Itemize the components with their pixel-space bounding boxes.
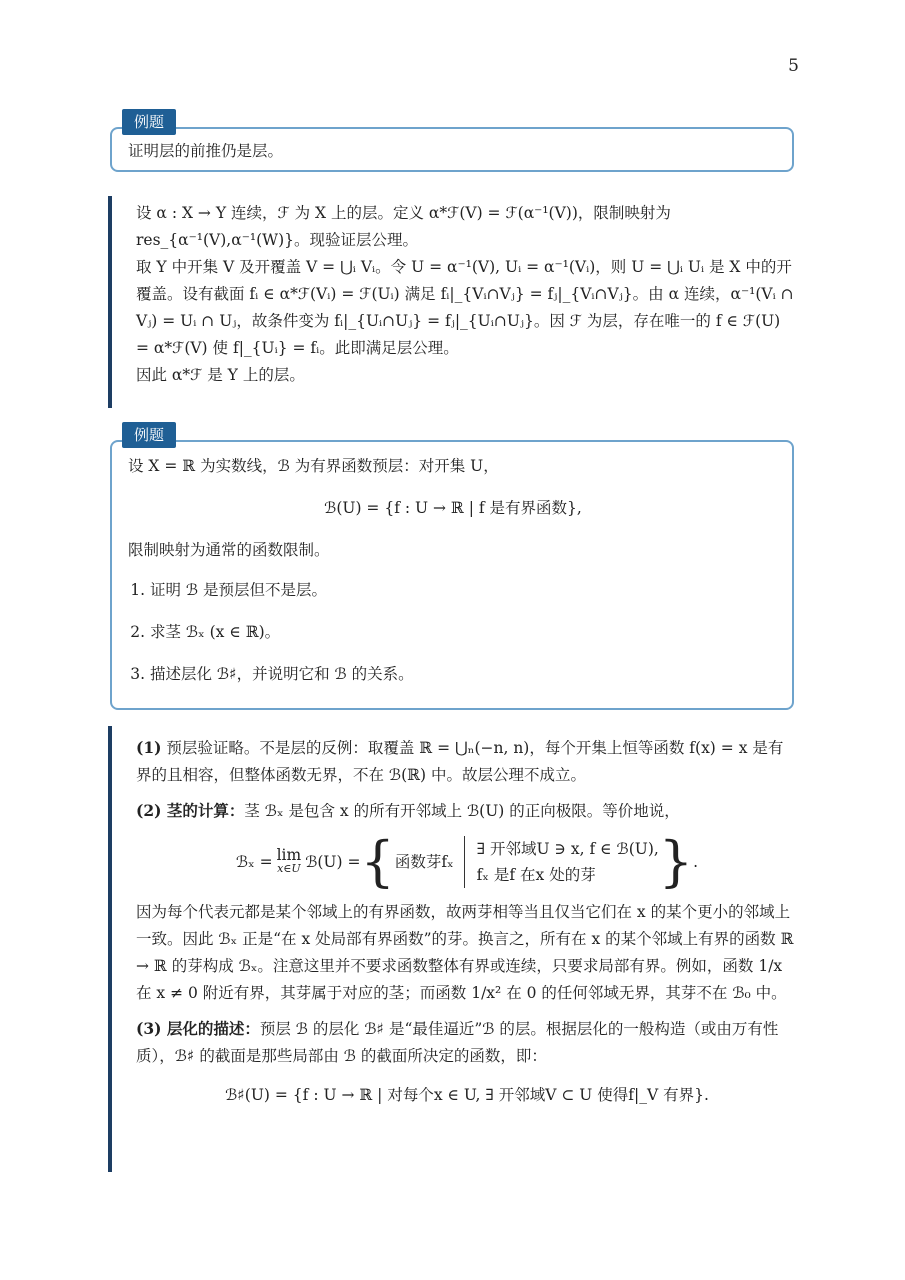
sheafification-display: ℬ♯(U) = {f : U → ℝ | 对每个x ∈ U, ∃ 开邻域V ⊂ U 使得f|_V 有界}. xyxy=(225,1086,709,1104)
part-1-text: 预层验证略。不是层的反例：取覆盖 ℝ = ⋃ₙ(−n, n)，每个开集上恒等函数 f(x) = x 是有界的且相容，但整体函数无界，不在 ℬ(ℝ) 中。故层公理不成立。 xyxy=(136,739,784,784)
part-3-text: 预层 ℬ 的层化 ℬ♯ 是“最佳逼近”ℬ 的层。根据层化的一般构造（或由万有性质），ℬ♯ 的截面是那些局部由 ℬ 的截面所决定的函数，即： xyxy=(136,1020,779,1065)
part-2-text: 茎 ℬₓ 是包含 x 的所有开邻域上 ℬ(U) 的正向极限。等价地说， xyxy=(244,802,680,820)
solution-1-line-1: 设 α : X → Y 连续，ℱ 为 X 上的层。定义 α*ℱ(V) = ℱ(α⁻¹(V))，限制映射为 res_{α⁻¹(V),α⁻¹(W)}。现验证层公理。 xyxy=(136,204,671,249)
solution-2-part-2 xyxy=(136,797,798,825)
stalk-end: . xyxy=(693,852,699,871)
case-right-1: ∃ 开邻域U ∋ x, f ∈ ℬ(U), xyxy=(476,840,659,858)
lim-sub: x∈U xyxy=(277,862,301,875)
solution-2-part-2-after: 因为每个代表元都是某个邻域上的有界函数，故两芽相等当且仅当它们在 x 的某个更小的邻域上一致。因此 ℬₓ 正是“在 x 处局部有界函数”的芽。换言之，所有在 x 的某个邻域上有界的函数 ℝ → ℝ 的芽构成 ℬₓ。注意这里并不要求函数整体有界或连续，只要求局部有界。例如，函数 1/x 在 x ≠ 0 附近有界，其芽属于对应的茎；而函数 1/x² 在 0 的任何邻域无界，其芽不在 ℬ₀ 中。 xyxy=(136,903,794,1002)
solution-2-part-1 xyxy=(136,734,798,789)
list-item: 2. 求茎 ℬₓ (x ∈ ℝ)。 xyxy=(150,618,778,646)
solution-1-line-2: 取 Y 中开集 V 及开覆盖 V = ⋃ᵢ Vᵢ。令 U = α⁻¹(V), Uᵢ = α⁻¹(Vᵢ)，则 U = ⋃ᵢ Uᵢ 是 X 中的开覆盖。设有截面 fᵢ ∈ α*ℱ(Vᵢ) = ℱ(Uᵢ) 满足 fᵢ|_{Vᵢ∩Vⱼ} = fⱼ|_{Vᵢ∩Vⱼ}。由 α 连续，α⁻¹(Vᵢ ∩ Vⱼ) = Uᵢ ∩ Uⱼ，故条件变为 fᵢ|_{Uᵢ∩Uⱼ} = fⱼ|_{Uᵢ∩Uⱼ}。因 ℱ 为层，存在唯一的 f ∈ ℱ(U) = α*ℱ(V) 使 f|_{Uᵢ} = fᵢ。此即满足层公理。 xyxy=(136,258,794,357)
example-box-2 xyxy=(110,426,794,710)
stalk-lhs: ℬₓ = xyxy=(235,852,273,871)
example-2-after: 限制映射为通常的函数限制。 xyxy=(128,541,330,559)
lim-text: lim xyxy=(276,846,302,864)
stalk-mid: ℬ(U) = xyxy=(305,852,361,871)
case-right-2: fₓ 是f 在x 处的芽 xyxy=(476,866,596,884)
list-item: 3. 描述层化 ℬ♯，并说明它和 ℬ 的关系。 xyxy=(150,660,778,688)
example-box-1 xyxy=(110,113,794,172)
list-item: 1. 证明 ℬ 是预层但不是层。 xyxy=(150,576,778,604)
stalk-cases xyxy=(395,836,659,888)
solution-2 xyxy=(108,726,798,1172)
example-2-list xyxy=(128,576,778,688)
example-2-body xyxy=(112,442,792,714)
example-1-text: 证明层的前推仍是层。 xyxy=(128,142,284,160)
example-2-display: ℬ(U) = {f : U → ℝ | f 是有界函数}, xyxy=(324,499,582,517)
right-brace-icon: } xyxy=(658,830,694,893)
solution-1 xyxy=(108,196,798,408)
solution-1-line-3: 因此 α*ℱ 是 Y 上的层。 xyxy=(136,366,305,384)
case-right xyxy=(464,836,659,888)
stalk-display xyxy=(136,830,798,893)
page-number: 5 xyxy=(788,56,799,76)
direct-limit xyxy=(277,848,302,876)
solution-2-part-3 xyxy=(136,1015,798,1070)
left-brace-icon: { xyxy=(360,830,395,893)
example-2-intro: 设 X = ℝ 为实数线，ℬ 为有界函数预层：对开集 U， xyxy=(128,457,499,475)
example-tab-2: 例题 xyxy=(122,422,176,448)
part-1-label: (1) xyxy=(136,738,162,757)
case-left: 函数芽fₓ xyxy=(394,852,454,871)
example-tab-1: 例题 xyxy=(122,109,176,135)
part-2-label: (2) 茎的计算： xyxy=(136,801,245,820)
part-3-label: (3) 层化的描述： xyxy=(136,1019,260,1038)
